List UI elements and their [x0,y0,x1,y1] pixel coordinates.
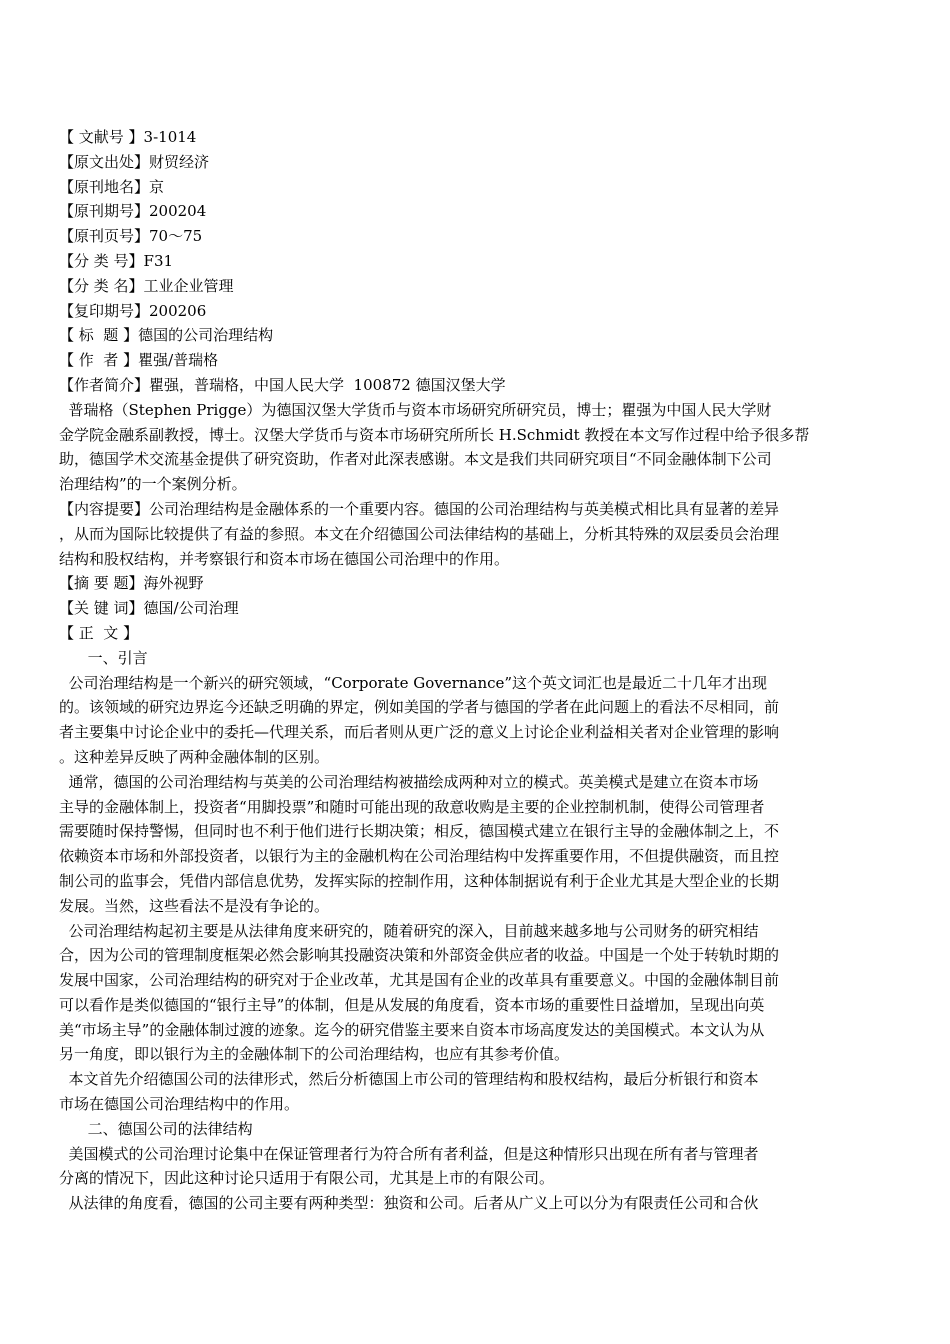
metadata-title: 【 标 题 】德国的公司治理结构 [59,326,274,345]
metadata-authors: 【 作 者 】瞿强/普瑞格 [59,351,219,370]
abstract-line: ，从而为国际比较提供了有益的参照。本文在介绍德国公司法律结构的基础上，分析其特殊的双层委员会治理 [59,524,780,543]
body-text-line: 分离的情况下，因此这种讨论只适用于有限公司，尤其是上市的有限公司。 [59,1169,555,1188]
metadata-class-number: 【分 类 号】F31 [59,251,174,270]
metadata-issue: 【原刊期号】200204 [59,202,207,221]
body-text-line: 公司治理结构起初主要是从法律角度来研究的，随着研究的深入，目前越来越多地与公司财务的研究相结 [59,921,759,940]
metadata-reprint-issue: 【复印期号】200206 [59,301,207,320]
body-text-line: 市场在德国公司治理结构中的作用。 [59,1095,300,1114]
body-text-line: 可以看作是类似德国的“银行主导”的体制，但是从发展的角度看，资本市场的重要性日益增加，呈现出向英 [59,995,765,1014]
author-note-line: 普瑞格（Stephen Prigge）为德国汉堡大学货币与资本市场研究所研究员，博士；瞿强为中国人民大学财 [59,400,772,419]
body-text-line: 发展。当然，这些看法不是没有争论的。 [59,896,330,915]
body-text-line: 依赖资本市场和外部投资者，以银行为主的金融机构在公司治理结构中发挥重要作用，不但提供融资，而且控 [59,847,780,866]
abstract-line: 【内容提要】公司治理结构是金融体系的一个重要内容。德国的公司治理结构与英美模式相比具有显著的差异 [59,499,780,518]
metadata-place: 【原刊地名】京 [59,177,165,196]
metadata-author-bio: 【作者简介】瞿强，普瑞格，中国人民大学 100872 德国汉堡大学 [59,375,506,394]
document-page [59,125,879,1216]
body-text-line: 通常，德国的公司治理结构与英美的公司治理结构被描绘成两种对立的模式。英美模式是建立在资本市场 [59,772,759,791]
body-text-line: 需要随时保持警惕，但同时也不利于他们进行长期决策；相反，德国模式建立在银行主导的金融体制之上，不 [59,822,780,841]
body-text-line: 本文首先介绍德国公司的法律形式，然后分析德国上市公司的管理结构和股权结构，最后分析银行和资本 [59,1070,759,1089]
body-text-line: 者主要集中讨论企业中的委托—代理关系，而后者则从更广泛的意义上讨论企业利益相关者对企业管理的影响 [59,723,780,742]
body-text-line: 美国模式的公司治理讨论集中在保证管理者行为符合所有者利益，但是这种情形只出现在所有者与管理者 [59,1144,759,1163]
body-text-line: 。这种差异反映了两种金融体制的区别。 [59,747,330,766]
author-note-line: 助，德国学术交流基金提供了研究资助，作者对此深表感谢。本文是我们共同研究项目“不同金融体制下公司 [59,450,772,469]
metadata-source: 【原文出处】财贸经济 [59,152,210,171]
body-text-line: 另一角度，即以银行为主的金融体制下的公司治理结构，也应有其参考价值。 [59,1045,570,1064]
section-heading: 一、引言 [59,648,148,667]
metadata-doc-number: 【 文献号 】3-1014 [59,128,197,146]
section-heading: 二、德国公司的法律结构 [59,1119,253,1138]
body-text-line: 主导的金融体制上，投资者“用脚投票”和随时可能出现的敌意收购是主要的企业控制机制，使得公司管理者 [59,797,765,816]
author-note-line: 金学院金融系副教授，博士。汉堡大学货币与资本市场研究所所长 H.Schmidt 教授在本文写作过程中给予很多帮 [59,425,810,444]
metadata-keywords: 【关 键 词】德国/公司治理 [59,599,239,618]
body-text-line: 从法律的角度看，德国的公司主要有两种类型：独资和公司。后者从广义上可以分为有限责任公司和合伙 [59,1194,759,1213]
body-text-line: 美“市场主导”的金融体制过渡的迹象。迄今的研究借鉴主要来自资本市场高度发达的美国模式。本文认为从 [59,1020,765,1039]
metadata-subject: 【摘 要 题】海外视野 [59,574,204,593]
body-label: 【 正 文 】 [59,623,139,642]
author-note-line: 治理结构”的一个案例分析。 [59,475,247,494]
body-text-line: 公司治理结构是一个新兴的研究领域，“Corporate Governance”这个英文词汇也是最近二十几年才出现 [59,673,768,692]
body-text-line: 合，因为公司的管理制度框架必然会影响其投融资决策和外部资金供应者的收益。中国是一个处于转轨时期的 [59,946,780,965]
metadata-pages: 【原刊页号】70～75 [59,227,203,246]
metadata-class-name: 【分 类 名】工业企业管理 [59,276,234,295]
body-text-line: 的。该领域的研究边界迄今还缺乏明确的界定，例如美国的学者与德国的学者在此问题上的看法不尽相同，前 [59,698,780,717]
body-text-line: 制公司的监事会，凭借内部信息优势，发挥实际的控制作用，这种体制据说有利于企业尤其是大型企业的长期 [59,871,780,890]
body-text-line: 发展中国家，公司治理结构的研究对于企业改革，尤其是国有企业的改革具有重要意义。中国的金融体制目前 [59,971,780,990]
abstract-line: 结构和股权结构，并考察银行和资本市场在德国公司治理中的作用。 [59,549,510,568]
